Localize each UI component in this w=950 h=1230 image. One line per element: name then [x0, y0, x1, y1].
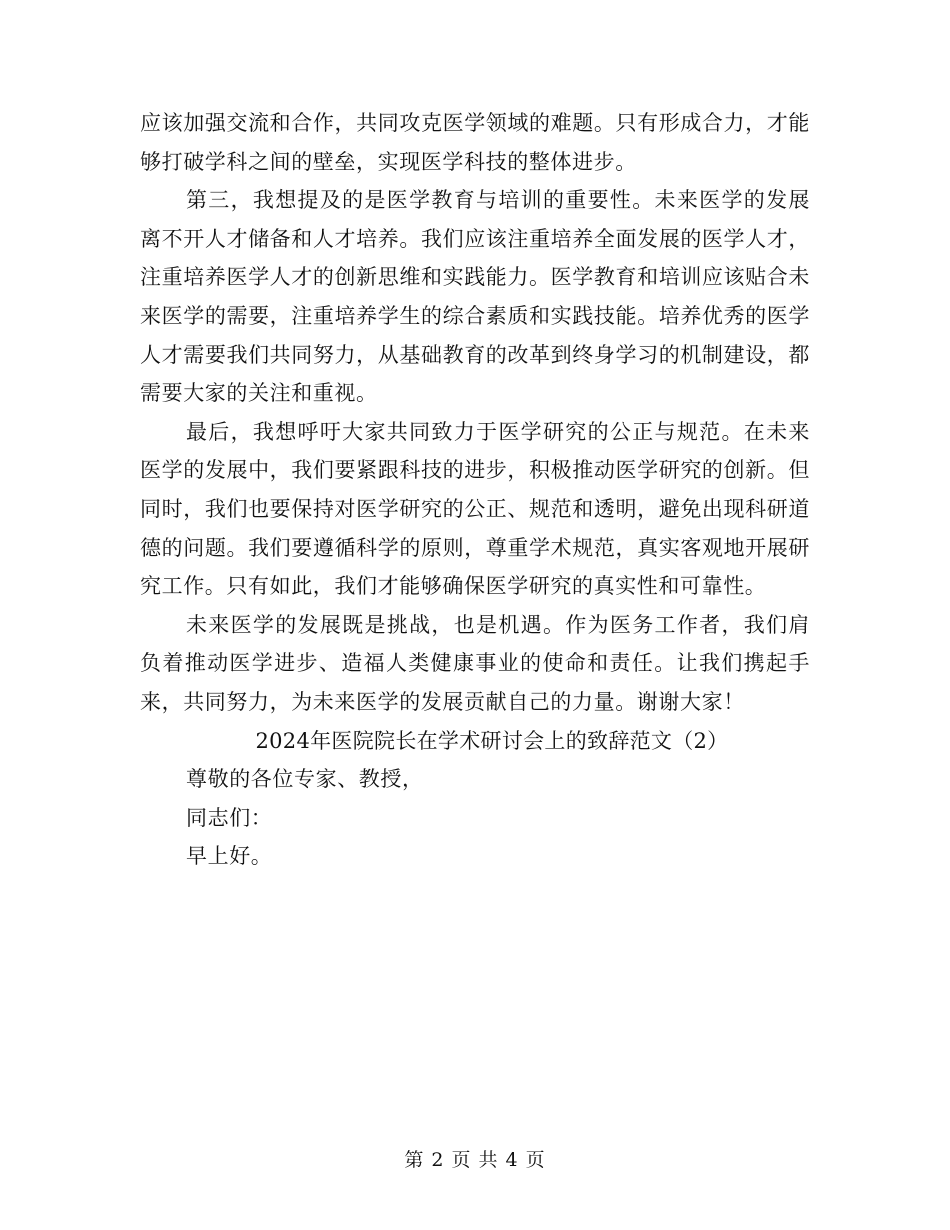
paragraph-closing: 未来医学的发展既是挑战，也是机遇。作为医务工作者，我们肩负着推动医学进步、造福人类健康事业的使命和责任。让我们携起手来，共同努力，为未来医学的发展贡献自己的力量。谢谢大家！	[140, 612, 810, 714]
paragraph-final-point: 最后，我想呼吁大家共同致力于医学研究的公正与规范。在未来医学的发展中，我们要紧跟科技的进步，积极推动医学研究的创新。但同时，我们也要保持对医学研究的公正、规范和透明，避免出现科研道德的问题。我们要遵循科学的原则，尊重学术规范，真实客观地开展研究工作。只有如此，我们才能够确保医学研究的真实性和可靠性。	[140, 419, 810, 599]
greeting-comrades: 同志们：	[186, 805, 273, 830]
paragraph-third-point: 第三，我想提及的是医学教育与培训的重要性。未来医学的发展离不开人才储备和人才培养。我们应该注重培养全面发展的医学人才，注重培养医学人才的创新思维和实践能力。医学教育和培训应该贴合未来医学的需要，注重培养学生的综合素质和实践技能。培养优秀的医学人才需要我们共同努力，从基础教育的改革到终身学习的机制建设，都需要大家的关注和重视。	[140, 188, 810, 406]
paragraph-continued: 应该加强交流和合作，共同攻克医学领域的难题。只有形成合力，才能够打破学科之间的壁垒，实现医学科技的整体进步。	[140, 111, 810, 174]
section-heading: 2024年医院院长在学术研讨会上的致辞范文（2）	[255, 728, 729, 753]
page-number-footer: 第 2 页 共 4 页	[404, 1149, 546, 1171]
document-body	[140, 104, 810, 876]
greeting-experts: 尊敬的各位专家、教授，	[186, 767, 424, 792]
greeting-good-morning: 早上好。	[186, 844, 273, 869]
